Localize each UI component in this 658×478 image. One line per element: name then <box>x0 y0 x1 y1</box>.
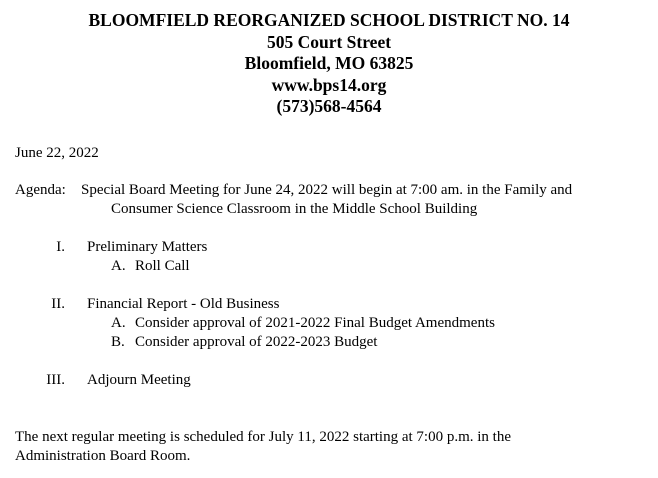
closing-line1: The next regular meeting is scheduled for July 11, 2022 starting at 7:00 p.m. in the <box>15 429 512 445</box>
item-text: Consider approval of 2022-2023 Budget <box>135 334 378 350</box>
item-letter: B. <box>111 334 125 350</box>
letterhead <box>0 10 658 118</box>
section-numeral: I. <box>56 239 65 255</box>
agenda-label: Agenda: <box>15 182 66 198</box>
section-item <box>111 333 377 352</box>
section-numeral: III. <box>46 372 65 388</box>
section-title: Adjourn Meeting <box>87 372 191 388</box>
website: www.bps14.org <box>271 74 387 95</box>
section-item <box>111 257 190 276</box>
item-letter: A. <box>111 258 126 274</box>
city-state-zip: Bloomfield, MO 63825 <box>244 53 414 73</box>
phone-number: (573)568-4564 <box>276 96 382 116</box>
item-letter: A. <box>111 315 126 331</box>
district-name: BLOOMFIELD REORGANIZED SCHOOL DISTRICT NO. 14 <box>88 10 570 30</box>
section-title: Preliminary Matters <box>87 239 208 255</box>
section-title: Financial Report - Old Business <box>87 296 280 312</box>
section-numeral: II. <box>51 296 65 312</box>
document-date: June 22, 2022 <box>15 145 99 161</box>
agenda-description-line2: Consumer Science Classroom in the Middle School Building <box>111 201 478 217</box>
item-text: Consider approval of 2021-2022 Final Budget Amendments <box>135 315 495 331</box>
closing-line2: Administration Board Room. <box>15 448 191 464</box>
closing-note <box>15 428 511 466</box>
item-text: Roll Call <box>135 258 190 274</box>
agenda-description-line1: Special Board Meeting for June 24, 2022 will begin at 7:00 am. in the Family and <box>81 182 573 198</box>
street-address: 505 Court Street <box>266 31 392 52</box>
section-item <box>111 314 495 333</box>
